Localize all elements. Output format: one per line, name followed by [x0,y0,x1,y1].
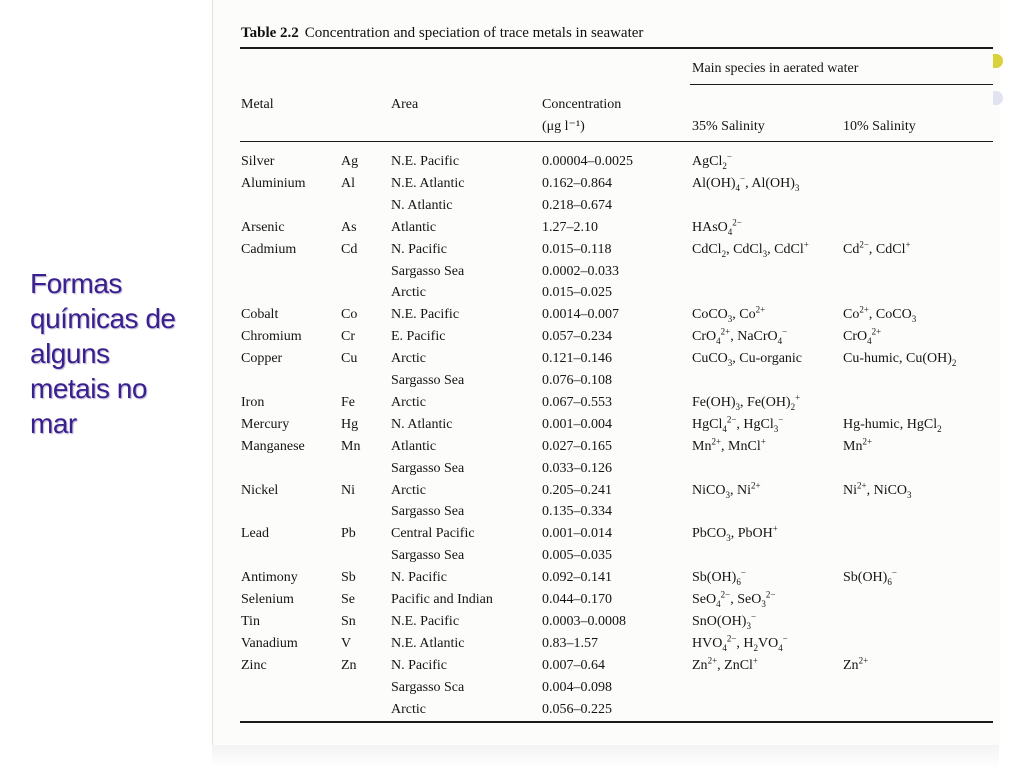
cell-symbol: Fe [341,395,355,410]
cell-concentration: 0.007–0.64 [542,658,605,673]
cell-species-35: $Sb(OH)_6^-$ [692,567,746,587]
cell-symbol: Al [341,176,355,191]
cell-metal: Silver [241,154,275,169]
cell-species-35: SeO$_4^{2-}$, SeO$_3^{2-}$ [692,589,776,609]
cell-metal: Nickel [241,483,279,498]
header-concentration: Concentration [542,97,622,112]
cell-concentration: 0.076–0.108 [542,373,612,388]
header-area: Area [391,97,419,112]
cell-concentration: 0.00004–0.0025 [542,154,633,169]
cell-symbol: Cd [341,242,358,257]
page-shadow [212,745,999,768]
cell-metal: Arsenic [241,220,285,235]
cell-metal: Mercury [241,417,290,432]
cell-concentration: 0.067–0.553 [542,395,612,410]
cell-species-10: Cu-humic, $Cu(OH)_2$ [843,351,957,368]
cell-metal: Vanadium [241,636,298,651]
cell-area: N. Pacific [391,658,447,673]
cell-concentration: 0.027–0.165 [542,439,612,454]
cell-concentration: 0.83–1.57 [542,636,598,651]
cell-symbol: Pb [341,526,356,541]
cell-concentration: 0.056–0.225 [542,702,612,717]
cell-species-10: $Zn^{2+}$ [843,655,869,673]
cell-concentration: 0.001–0.014 [542,526,612,541]
cell-area: Sargasso Sea [391,264,465,279]
rule-header [240,141,993,142]
table-caption-text: Concentration and speciation of trace metals in seawater [304,25,644,41]
cell-species-35: $Al(OH)_4^-$, $Al(OH)_3$ [692,173,800,193]
cell-metal: Cadmium [241,242,297,257]
cell-area: Pacific and Indian [391,592,493,607]
slide-title-line: metais no [30,373,147,404]
cell-species-35: HgCl$_4^{2-}$, HgCl$_3$− [692,414,784,434]
cell-symbol: Mn [341,439,361,454]
cell-concentration: 0.205–0.241 [542,483,612,498]
cell-symbol: Sb [341,570,356,585]
cell-species-35: $SnO(OH)_3^-$ [692,611,757,631]
cell-concentration: 0.162–0.864 [542,176,612,191]
cell-concentration: 0.121–0.146 [542,351,612,366]
cell-symbol: Hg [341,417,359,432]
group-header: Main species in aerated water [692,61,859,76]
cell-concentration: 0.033–0.126 [542,461,612,476]
cell-area: Sargasso Sca [391,680,465,695]
cell-symbol: Zn [341,658,357,673]
cell-species-10: $Co^{2+}$, CoCO$_3$ [843,304,917,324]
cell-concentration: 0.001–0.004 [542,417,612,432]
cell-symbol: V [341,636,352,651]
cell-species-35: NiCO$_3$, $Ni^{2+}$ [692,480,761,500]
cell-area: N.E. Atlantic [391,176,465,191]
cell-species-10: $Cd^{2-}$, CdCl+ [843,239,911,257]
cell-metal: Manganese [241,439,305,454]
cell-area: N.E. Pacific [391,614,460,629]
slide-title-line: químicas de [30,303,176,334]
header-concentration-unit: (μg l⁻¹) [542,119,585,134]
cell-metal: Zinc [241,658,267,673]
cell-concentration: 0.135–0.334 [542,504,612,519]
cell-metal: Aluminium [241,176,306,191]
cell-metal: Antimony [241,570,298,585]
cell-area: Arctic [391,395,426,410]
cell-species-10: $Sb(OH)_6^-$ [843,567,897,587]
cell-area: Sargasso Sea [391,373,465,388]
cell-species-35: HAsO$_4^{2-}$ [692,217,742,237]
cell-species-10: CrO$_4^{2+}$ [843,326,882,346]
cell-area: Sargasso Sea [391,461,465,476]
cell-concentration: 0.004–0.098 [542,680,612,695]
cell-species-35: CuCO$_3$, Cu-organic [692,351,803,368]
slide-title-line: mar [30,408,77,439]
cell-area: Atlantic [391,220,437,235]
cell-species-35: CrO$_4^{2+}$, NaCrO$_4$− [692,326,788,346]
cell-metal: Lead [241,526,269,541]
cell-area: N.E. Atlantic [391,636,465,651]
lavender-bullet-icon [993,91,1003,105]
cell-species-35: AgCl$_2$− [692,151,732,171]
cell-concentration: 0.015–0.118 [542,242,612,257]
cell-area: N.E. Pacific [391,154,460,169]
cell-area: Arctic [391,351,426,366]
cell-concentration: 0.0003–0.0008 [542,614,626,629]
cell-species-35: PbCO$_3$, PbOH+ [692,523,778,543]
cell-metal: Cobalt [241,307,279,322]
rule-group [690,84,993,85]
cell-symbol: As [341,220,357,235]
cell-symbol: Cu [341,351,358,366]
cell-area: N. Atlantic [391,417,453,432]
cell-symbol: Ni [341,483,355,498]
cell-metal: Copper [241,351,283,366]
cell-area: E. Pacific [391,329,446,344]
cell-metal: Iron [241,395,265,410]
table-caption [241,25,643,42]
cell-concentration: 0.0014–0.007 [542,307,619,322]
cell-metal: Chromium [241,329,302,344]
header-35-salinity: 35% Salinity [692,119,765,134]
slide-title [30,266,210,441]
cell-concentration: 0.057–0.234 [542,329,612,344]
cell-concentration: 0.0002–0.033 [542,264,619,279]
cell-species-35: $Fe(OH)_3$, $Fe(OH)_2^+$ [692,392,801,412]
cell-concentration: 1.27–2.10 [542,220,598,235]
slide-title-line: alguns [30,338,110,369]
cell-area: Atlantic [391,439,437,454]
cell-area: N. Pacific [391,242,447,257]
cell-species-35: $Mn^{2+}$, MnCl+ [692,436,766,454]
cell-concentration: 0.015–0.025 [542,285,612,300]
cell-area: N. Pacific [391,570,447,585]
cell-symbol: Sn [341,614,356,629]
cell-area: Central Pacific [391,526,475,541]
cell-species-10: $Mn^{2+}$ [843,436,873,454]
cell-species-10: $Ni^{2+}$, NiCO$_3$ [843,480,912,500]
cell-area: Arctic [391,285,426,300]
cell-area: Sargasso Sea [391,504,465,519]
cell-symbol: Cr [341,329,355,344]
cell-metal: Selenium [241,592,294,607]
cell-metal: Tin [241,614,260,629]
cell-concentration: 0.092–0.141 [542,570,612,585]
cell-species-35: CoCO$_3$, $Co^{2+}$ [692,304,766,324]
rule-top [240,47,993,49]
cell-area: N. Atlantic [391,198,453,213]
cell-concentration: 0.044–0.170 [542,592,612,607]
cell-concentration: 0.005–0.035 [542,548,612,563]
cell-area: Arctic [391,483,426,498]
table-label: Table 2.2 [241,25,299,41]
header-metal: Metal [241,97,274,112]
cell-concentration: 0.218–0.674 [542,198,612,213]
cell-species-10: Hg-humic, HgCl$_2$ [843,417,942,434]
cell-symbol: Co [341,307,358,322]
cell-symbol: Ag [341,154,359,169]
cell-species-35: $HVO_4^{2-}$, $H_2VO_4^-$ [692,633,788,653]
cell-species-35: CdCl$_2$, CdCl$_3$, CdCl+ [692,239,809,259]
cell-species-35: $Zn^{2+}$, ZnCl+ [692,655,758,673]
cell-area: N.E. Pacific [391,307,460,322]
slide-title-line: Formas [30,268,122,299]
cell-area: Arctic [391,702,426,717]
yellow-bullet-icon [993,54,1003,68]
header-10-salinity: 10% Salinity [843,119,916,134]
rule-bottom [240,721,993,723]
cell-area: Sargasso Sea [391,548,465,563]
cell-symbol: Se [341,592,355,607]
